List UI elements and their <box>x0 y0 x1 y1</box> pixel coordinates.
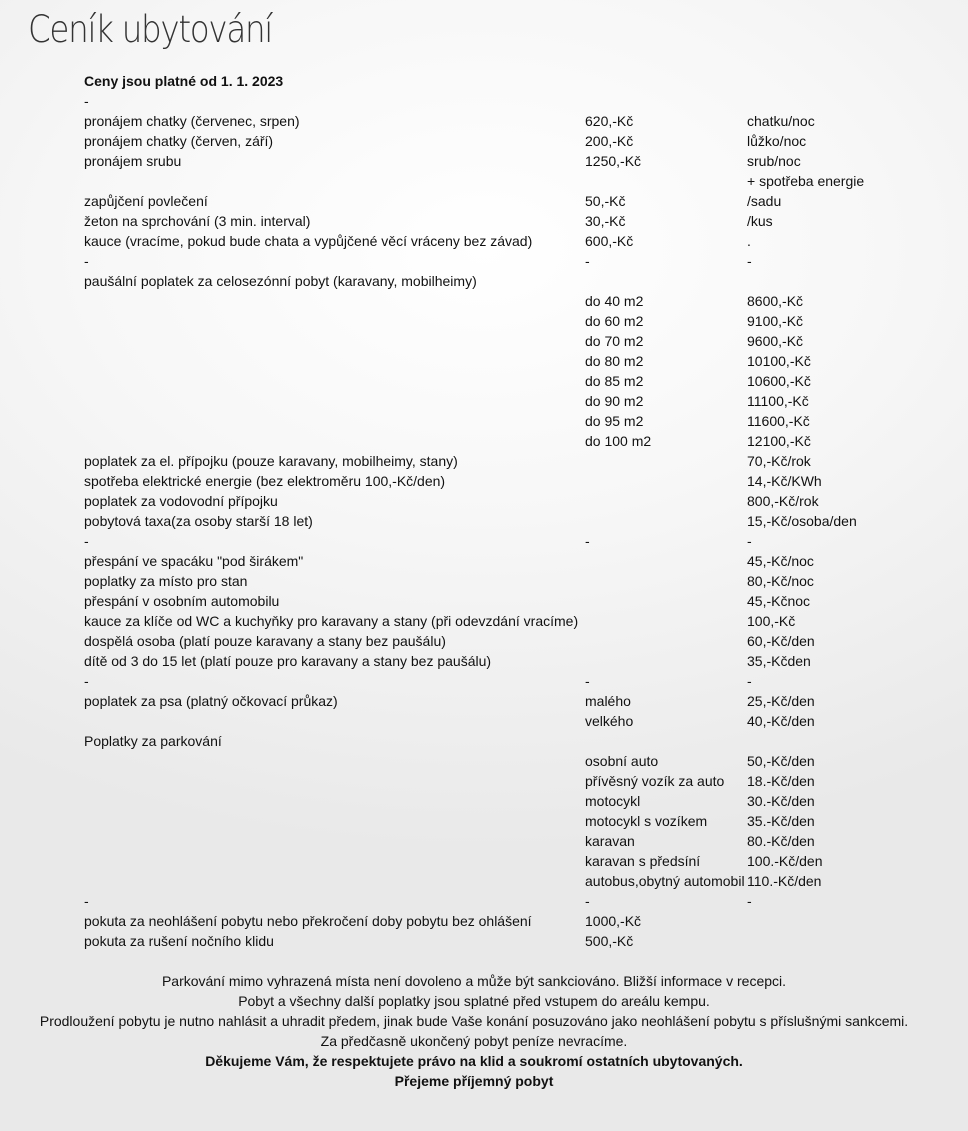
item-value: motocykl s vozíkem <box>585 813 708 829</box>
item-unit <box>745 71 917 91</box>
price-table-body <box>82 71 917 951</box>
item-value <box>583 71 745 91</box>
item-value: 50,-Kč <box>585 193 626 209</box>
price-row <box>82 811 917 831</box>
item-value: 1000,-Kč <box>585 913 642 929</box>
price-row <box>82 391 917 411</box>
item-value <box>583 651 745 671</box>
price-row <box>82 751 917 771</box>
item-value: 500,-Kč <box>585 933 634 949</box>
item-label: pronájem chatky (červenec, srpen) <box>84 113 300 129</box>
item-unit: . <box>747 233 751 249</box>
item-label <box>82 431 583 451</box>
price-row <box>82 251 917 271</box>
item-value: 620,-Kč <box>585 113 634 129</box>
item-value <box>583 471 745 491</box>
item-unit: 110.-Kč/den <box>747 873 822 889</box>
price-row <box>82 351 917 371</box>
item-unit: 9100,-Kč <box>747 313 804 329</box>
item-unit: 10100,-Kč <box>747 353 811 369</box>
item-unit: 80,-Kč/noc <box>747 573 814 589</box>
item-unit: 18.-Kč/den <box>747 773 815 789</box>
item-unit <box>745 731 917 751</box>
item-label: pokuta za rušení nočního klidu <box>84 933 274 949</box>
price-row <box>82 611 917 631</box>
price-row <box>82 171 917 191</box>
item-value: do 95 m2 <box>585 413 644 429</box>
item-label: pronájem srubu <box>84 153 182 169</box>
price-row <box>82 111 917 131</box>
item-label: - <box>84 93 89 109</box>
item-unit <box>745 271 917 291</box>
item-value: do 60 m2 <box>585 313 644 329</box>
item-unit: 100.-Kč/den <box>747 853 823 869</box>
item-label <box>82 311 583 331</box>
price-row <box>82 671 917 691</box>
item-value: karavan s předsíní <box>585 853 701 869</box>
item-value <box>583 511 745 531</box>
item-label: dospělá osoba (platí pouze karavany a stany bez paušálu) <box>84 633 446 649</box>
price-row <box>82 231 917 251</box>
item-label <box>82 771 583 791</box>
item-value: přívěsný vozík za auto <box>585 773 725 789</box>
item-label: dítě od 3 do 15 let (platí pouze pro karavany a stany bez paušálu) <box>84 653 492 669</box>
item-unit: - <box>747 893 752 909</box>
price-row <box>82 371 917 391</box>
item-unit: 10600,-Kč <box>747 373 811 389</box>
item-label: - <box>84 253 89 269</box>
item-label <box>82 371 583 391</box>
item-label <box>82 871 583 891</box>
item-label <box>82 171 583 191</box>
item-unit: 8600,-Kč <box>747 293 804 309</box>
item-unit: - <box>747 253 752 269</box>
price-row <box>82 451 917 471</box>
item-value: autobus,obytný automobil <box>585 873 745 889</box>
item-unit: 11600,-Kč <box>747 413 810 429</box>
item-value: 600,-Kč <box>585 233 634 249</box>
item-unit <box>745 931 917 951</box>
item-label: Ceny jsou platné od 1. 1. 2023 <box>84 73 284 89</box>
item-unit: /sadu <box>747 193 782 209</box>
item-value: - <box>585 893 590 909</box>
item-unit: 25,-Kč/den <box>747 693 815 709</box>
item-value: do 80 m2 <box>585 353 644 369</box>
item-label: poplatek za vodovodní přípojku <box>84 493 278 509</box>
item-value <box>583 551 745 571</box>
price-row <box>82 471 917 491</box>
item-label: pronájem chatky (červen, září) <box>84 133 274 149</box>
price-row <box>82 731 917 751</box>
item-value <box>583 591 745 611</box>
item-value <box>583 491 745 511</box>
item-label <box>82 711 583 731</box>
item-label <box>82 411 583 431</box>
item-label: přespání v osobním automobilu <box>84 593 280 609</box>
item-unit: srub/noc <box>747 153 801 169</box>
item-unit: 11100,-Kč <box>747 393 809 409</box>
item-label <box>82 291 583 311</box>
item-unit: 12100,-Kč <box>747 433 811 449</box>
price-row <box>82 931 917 951</box>
item-label: - <box>84 893 89 909</box>
price-row <box>82 151 917 171</box>
note-wish: Přejeme příjemný pobyt <box>394 1073 554 1089</box>
price-row <box>82 871 917 891</box>
item-unit: 14,-Kč/KWh <box>747 473 822 489</box>
price-table <box>82 71 917 951</box>
price-row <box>82 711 917 731</box>
price-row <box>82 791 917 811</box>
item-label: žeton na sprchování (3 min. interval) <box>84 213 311 229</box>
price-row <box>82 511 917 531</box>
item-unit: lůžko/noc <box>747 133 807 149</box>
item-unit: chatku/noc <box>747 113 815 129</box>
item-unit: 30.-Kč/den <box>747 793 815 809</box>
price-row <box>82 831 917 851</box>
item-value <box>583 611 745 631</box>
item-label: kauce za klíče od WC a kuchyňky pro karavany a stany (při odevzdání vracíme) <box>84 613 579 629</box>
item-unit: 70,-Kč/rok <box>747 453 811 469</box>
item-unit: + spotřeba energie <box>747 173 865 189</box>
price-row <box>82 91 917 111</box>
note-payment: Pobyt a všechny další poplatky jsou splatné před vstupem do areálu kempu. <box>238 993 710 1009</box>
price-row <box>82 331 917 351</box>
validity-row <box>82 71 917 91</box>
notes-section <box>0 971 948 1091</box>
price-row <box>82 651 917 671</box>
item-label: kauce (vracíme, pokud bude chata a vypůjčené věcí vráceny bez závad) <box>84 233 533 249</box>
item-value: 200,-Kč <box>585 133 634 149</box>
item-value: velkého <box>585 713 634 729</box>
price-row <box>82 411 917 431</box>
item-label: poplatek za el. přípojku (pouze karavany, mobilheimy, stany) <box>84 453 458 469</box>
price-row <box>82 591 917 611</box>
price-row <box>82 911 917 931</box>
item-value <box>583 631 745 651</box>
item-label: - <box>84 673 89 689</box>
item-label: pokuta za neohlášení pobytu nebo překročení doby pobytu bez ohlášení <box>84 913 532 929</box>
item-value <box>583 271 745 291</box>
item-value: do 100 m2 <box>585 433 652 449</box>
price-row <box>82 191 917 211</box>
item-value: do 85 m2 <box>585 373 644 389</box>
item-label: paušální poplatek za celosezónní pobyt (karavany, mobilheimy) <box>84 273 477 289</box>
item-unit: 45,-Kčnoc <box>747 593 811 609</box>
item-value: do 40 m2 <box>585 293 644 309</box>
item-label: spotřeba elektrické energie (bez elektroměru 100,-Kč/den) <box>84 473 446 489</box>
price-row <box>82 551 917 571</box>
price-row <box>82 311 917 331</box>
item-value: - <box>585 673 590 689</box>
item-unit: 9600,-Kč <box>747 333 804 349</box>
item-label <box>82 851 583 871</box>
price-row <box>82 691 917 711</box>
item-value: do 90 m2 <box>585 393 644 409</box>
price-row <box>82 771 917 791</box>
item-label: poplatky za místo pro stan <box>84 573 248 589</box>
price-row <box>82 271 917 291</box>
item-value: malého <box>585 693 631 709</box>
item-unit: 35,-Kčden <box>747 653 811 669</box>
price-row <box>82 131 917 151</box>
item-value <box>583 571 745 591</box>
item-unit: 60,-Kč/den <box>747 633 815 649</box>
note-thanks: Děkujeme Vám, že respektujete právo na klid a soukromí ostatních ubytovaných. <box>205 1053 743 1069</box>
price-row <box>82 891 917 911</box>
item-label: přespání ve spacáku "pod širákem" <box>84 553 304 569</box>
item-label <box>82 751 583 771</box>
item-label <box>82 331 583 351</box>
item-label: - <box>84 533 89 549</box>
item-unit <box>745 911 917 931</box>
item-value <box>583 731 745 751</box>
item-label: Poplatky za parkování <box>84 733 222 749</box>
item-label <box>82 831 583 851</box>
item-unit: /kus <box>747 213 773 229</box>
price-row <box>82 211 917 231</box>
item-unit: - <box>747 673 752 689</box>
item-unit: 50,-Kč/den <box>747 753 815 769</box>
price-row <box>82 571 917 591</box>
item-label <box>82 791 583 811</box>
price-row <box>82 431 917 451</box>
price-row <box>82 291 917 311</box>
price-row <box>82 851 917 871</box>
item-unit: 800,-Kč/rok <box>747 493 819 509</box>
item-label <box>82 351 583 371</box>
price-row <box>82 631 917 651</box>
item-value <box>583 91 745 111</box>
item-unit: 100,-Kč <box>747 613 796 629</box>
item-label: poplatek za psa (platný očkovací průkaz) <box>84 693 338 709</box>
item-label <box>82 811 583 831</box>
item-value: - <box>585 253 590 269</box>
item-value: motocykl <box>585 793 641 809</box>
item-unit: 40,-Kč/den <box>747 713 815 729</box>
item-value: do 70 m2 <box>585 333 644 349</box>
item-unit: 45,-Kč/noc <box>747 553 814 569</box>
item-value <box>583 171 745 191</box>
page-title: Ceník ubytování <box>28 8 273 51</box>
item-label <box>82 391 583 411</box>
item-value: 1250,-Kč <box>585 153 642 169</box>
item-value: karavan <box>585 833 635 849</box>
item-unit: - <box>747 533 752 549</box>
note-refund: Za předčasně ukončený pobyt peníze nevracíme. <box>320 1033 628 1049</box>
item-unit: 35.-Kč/den <box>747 813 815 829</box>
item-unit: 15,-Kč/osoba/den <box>747 513 857 529</box>
note-extension: Prodloužení pobytu je nutno nahlásit a uhradit předem, jinak bude Vaše konání posuzováno jako neohlášení pobytu s příslušnými sankcemi. <box>39 1013 909 1029</box>
note-parking: Parkování mimo vyhrazená místa není dovoleno a může být sankciováno. Bližší informace v recepci. <box>161 973 787 989</box>
item-unit <box>745 91 917 111</box>
item-value <box>583 451 745 471</box>
item-unit: 80.-Kč/den <box>747 833 815 849</box>
item-label: pobytová taxa(za osoby starší 18 let) <box>84 513 313 529</box>
item-label: zapůjčení povlečení <box>84 193 208 209</box>
item-value: osobní auto <box>585 753 659 769</box>
price-row <box>82 531 917 551</box>
item-value: - <box>585 533 590 549</box>
price-row <box>82 491 917 511</box>
item-value: 30,-Kč <box>585 213 626 229</box>
